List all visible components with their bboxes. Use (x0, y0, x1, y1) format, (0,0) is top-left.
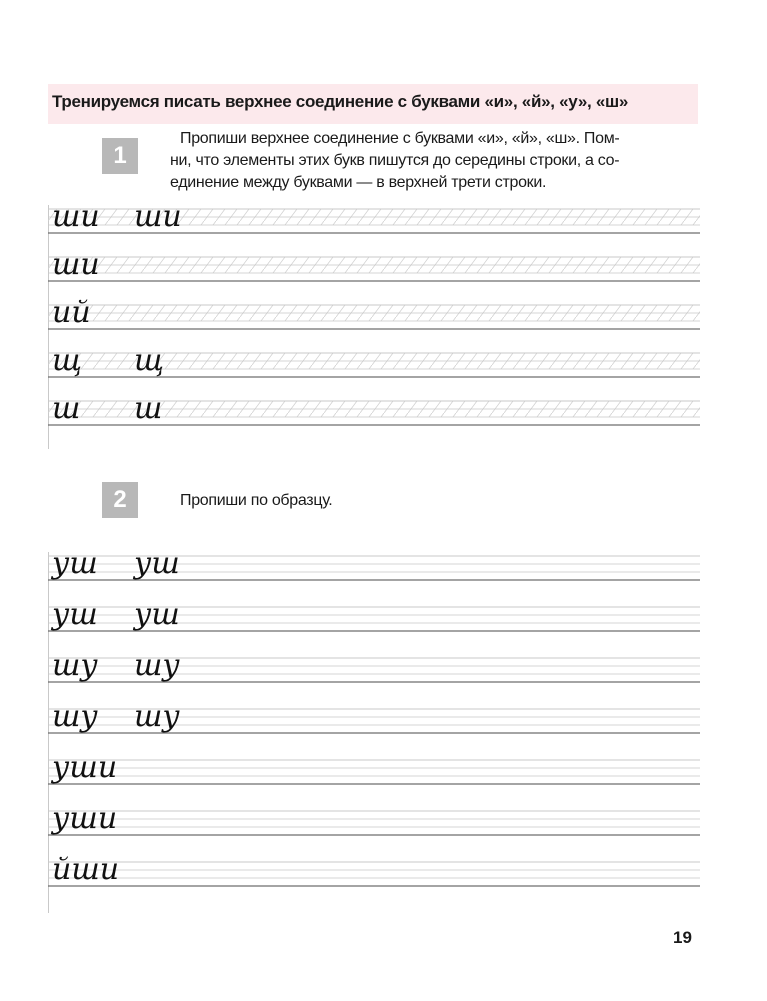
exercise-1-sample-1-2: ши (134, 205, 182, 234)
page-title: Тренируемся писать верхнее соединение с буквами «и», «й», «у», «ш» (52, 92, 629, 111)
exercise-1-sample-5-1: ш (52, 391, 81, 426)
exercise-2-sample-7-1: йши (52, 852, 120, 887)
exercise-1-instruction (170, 128, 698, 194)
copybook-lines-exercise-2 (48, 552, 700, 914)
exercise-2-sample-5-1: уши (52, 750, 118, 785)
exercise-2-sample-1-1: уш (52, 552, 98, 581)
instruction-line-3: единение между буквами — в верхней трети строки. (170, 174, 547, 191)
exercise-2-sample-4-2: шу (134, 699, 180, 734)
exercise-1-sample-4-1: щ (52, 343, 83, 378)
exercise-2-sample-1-2: уш (134, 552, 180, 581)
copybook-lines-exercise-1 (48, 205, 700, 450)
instruction-line-2: ни, что элементы этих букв пишутся до середины строки, а со- (170, 152, 620, 169)
exercise-1-sample-5-2: ш (134, 391, 163, 426)
exercise-2-badge: 2 (102, 482, 138, 518)
exercise-1-sample-3-1: ий (52, 295, 91, 330)
instruction-line-1: Пропиши верхнее соединение с буквами «и», «й», «ш». Пом- (180, 130, 620, 147)
exercise-1-sample-1-1: ши (52, 205, 100, 234)
exercise-2-sample-2-1: уш (52, 597, 98, 632)
exercise-1-sample-4-2: щ (134, 343, 165, 378)
exercise-1-sample-2-1: ши (52, 247, 100, 282)
exercise-1-badge: 1 (102, 138, 138, 174)
exercise-2-sample-2-2: уш (134, 597, 180, 632)
exercise-2-sample-6-1: уши (52, 801, 118, 836)
exercise-2-sample-3-1: шу (52, 648, 98, 683)
page-number: 19 (673, 928, 692, 947)
exercise-2-sample-4-1: шу (52, 699, 98, 734)
exercise-2-instruction: Пропиши по образцу. (180, 492, 333, 509)
exercise-2-sample-3-2: шу (134, 648, 180, 683)
